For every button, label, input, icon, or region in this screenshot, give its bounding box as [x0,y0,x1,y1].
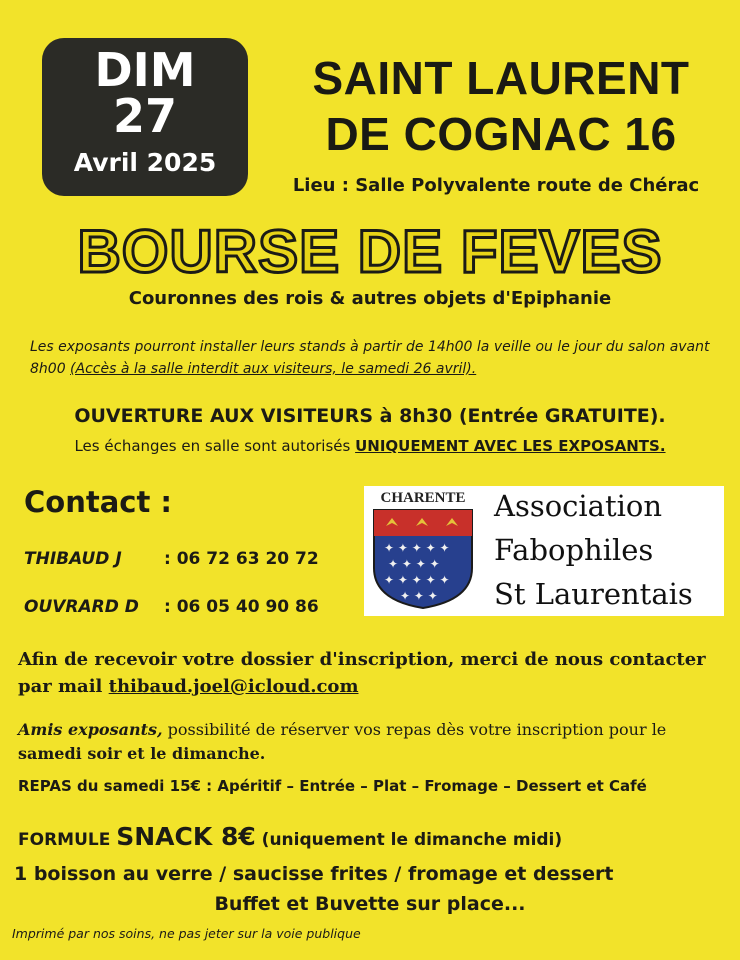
meals-info [18,718,722,766]
date-number: 27 [112,89,177,143]
association-line-1: Association [494,489,663,523]
registration-info [18,646,722,700]
contact-email-link[interactable]: thibaud.joel@icloud.com [108,676,359,697]
charente-crest-icon [372,508,474,610]
contact-name: OUVRARD D [24,597,139,617]
exchanges-info [0,434,740,458]
date-box [42,38,248,196]
snack-price: SNACK 8€ [116,822,256,851]
registration-text: Afin de recevoir votre dossier d'inscription, merci de nous contacter par mail [18,649,706,697]
association-line-3: St Laurentais [494,577,693,611]
contact-heading: Contact : [24,485,173,519]
town-line-1: SAINT LAURENT [312,52,690,104]
snack-items: 1 boisson au verre / saucisse frites / fromage et dessert [14,863,614,885]
snack-label: FORMULE [18,830,117,850]
date-day: DIM [94,43,196,97]
setup-info [30,336,720,380]
svg-text:✦ ✦ ✦ ✦ ✦: ✦ ✦ ✦ ✦ ✦ [384,573,450,587]
opening-info: OUVERTURE AUX VISITEURS à 8h30 (Entrée GRATUITE). [74,405,666,427]
crest-label: CHARENTE [380,490,466,506]
svg-text:✦ ✦ ✦ ✦ ✦: ✦ ✦ ✦ ✦ ✦ [384,541,450,555]
contact-name: THIBAUD J [24,549,122,569]
venue: Lieu : Salle Polyvalente route de Chérac [292,175,700,196]
event-title: BOURSE DE FEVES [77,218,663,285]
contact-phone: : 06 72 63 20 72 [164,549,319,569]
event-subtitle: Couronnes des rois & autres objets d'Epiphanie [128,288,612,309]
setup-info-text: Les exposants pourront installer leurs stands à partir de 14h00 la veille ou le jour du salon avant 8h00 [30,339,710,377]
exchanges-text: Les échanges en salle sont autorisés [74,437,356,455]
town-line-2: DE COGNAC 16 [325,108,677,160]
contact-phone: : 06 05 40 90 86 [164,597,319,617]
date-month-year: Avril 2025 [73,148,217,177]
footer-note: Imprimé par nos soins, ne pas jeter sur la voie publique [12,926,361,941]
snack-note: (uniquement le dimanche midi) [255,830,563,850]
town-title [266,50,736,162]
svg-text:✦ ✦ ✦ ✦: ✦ ✦ ✦ ✦ [388,557,440,571]
meals-menu: REPAS du samedi 15€ : Apéritif – Entrée – Plat – Fromage – Dessert et Café [18,777,647,795]
buffet-info: Buffet et Buvette sur place... [214,893,526,915]
meals-text: possibilité de réserver vos repas dès votre inscription pour le [162,720,667,739]
setup-info-underlined: (Accès à la salle interdit aux visiteurs, le samedi 26 avril). [70,361,477,377]
meals-bold: samedi soir et le dimanche. [18,744,266,763]
association-logo-box [364,486,724,616]
meals-lead: Amis exposants, [18,720,163,739]
exchanges-underlined: UNIQUEMENT AVEC LES EXPOSANTS. [355,437,666,455]
svg-text:✦ ✦ ✦: ✦ ✦ ✦ [400,589,438,603]
association-line-2: Fabophiles [494,533,654,567]
snack-offer [18,822,722,855]
